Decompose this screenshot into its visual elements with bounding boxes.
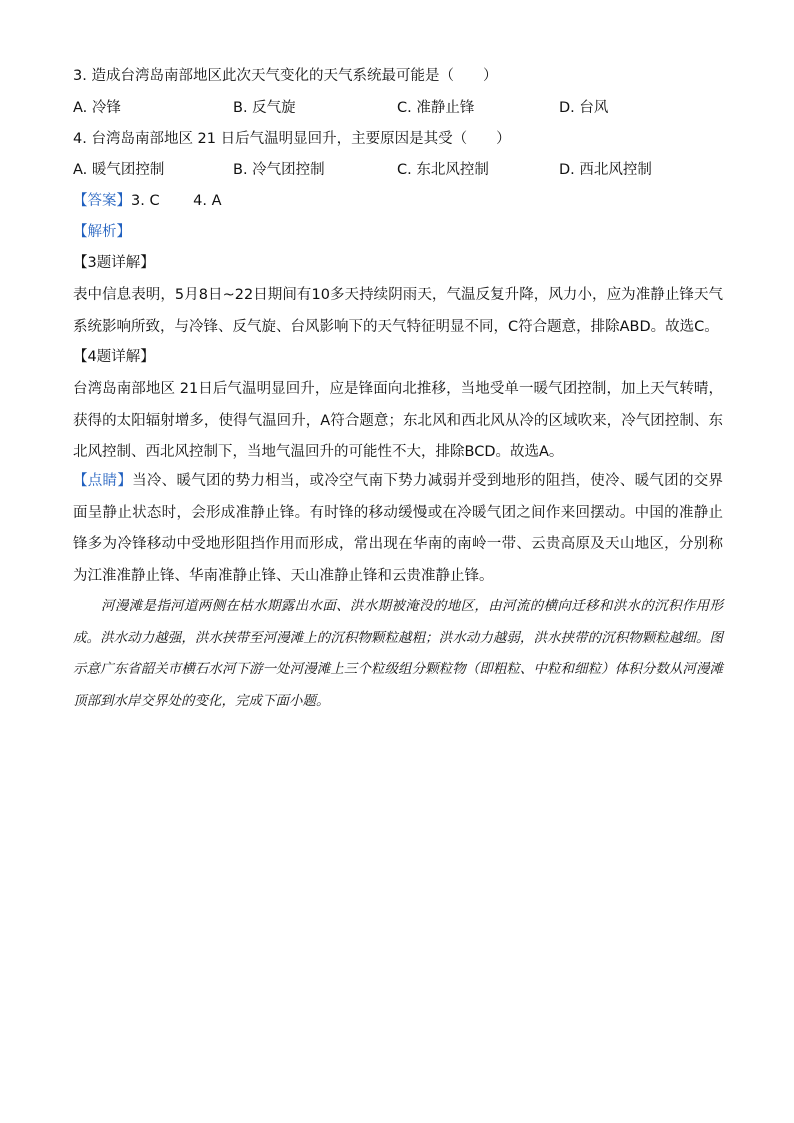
q4-option-d: D. 西北风控制: [559, 162, 652, 178]
detail-3-text: 表中信息表明，5月8日~22日期间有10多天持续阴雨天，气温反复升降，风力小，应为准静止锋天气系统影响所致，与冷锋、反气旋、台风影响下的天气特征明显不同，C符合题意，排除ABD。故选C。: [73, 287, 723, 335]
detail-4-text: 台湾岛南部地区 21日后气温明显回升，应是锋面向北推移，当地受单一暖气团控制，加上天气转晴，获得的太阳辐射增多，使得气温回升，A符合题意；东北风和西北风从冷的区域吹来，冷气团控制、东北风控制、西北风控制下，当地气温回升的可能性不大，排除BCD。故选A。: [73, 381, 723, 460]
q3-option-a: A. 冷锋: [73, 100, 121, 116]
q4-option-a: A. 暖气团控制: [73, 162, 165, 178]
note-label: 【点睛】: [73, 473, 133, 489]
question-4-stem: 4. 台湾岛南部地区 21 日后气温明显回升，主要原因是其受（ ）: [73, 131, 511, 147]
question-4-options: [73, 160, 733, 180]
question-3-stem: 3. 造成台湾岛南部地区此次天气变化的天气系统最可能是（ ）: [73, 68, 498, 84]
q3-option-d: D. 台风: [559, 100, 609, 116]
q3-option-b: B. 反气旋: [233, 100, 296, 116]
q4-option-b: B. 冷气团控制: [233, 162, 325, 178]
analysis-label: 【解析】: [73, 224, 131, 240]
question-3-options: [73, 98, 733, 118]
answer-label: 【答案】: [73, 193, 131, 209]
answer-line: [73, 191, 222, 211]
q3-option-c: C. 准静止锋: [397, 100, 475, 116]
reading-passage: 河漫滩是指河道两侧在枯水期露出水面、洪水期被淹没的地区，由河流的横向迁移和洪水的沉积作用形成。洪水动力越强，洪水挟带至河漫滩上的沉积物颗粒越粗；洪水动力越弱，洪水挟带的沉积物颗粒越细。图示意广东省韶关市横石水河下游一处河漫滩上三个粒级组分颗粒物（即粗粒、中粒和细粒）体积分数从河漫滩顶部到水岸交界处的变化，完成下面小题。: [73, 598, 723, 709]
q4-option-c: C. 东北风控制: [397, 162, 489, 178]
detail-3-label: 【3题详解】: [73, 255, 155, 271]
answer-value: 3. C 4. A: [131, 193, 222, 209]
note-paragraph: [73, 466, 723, 592]
detail-4-label: 【4题详解】: [73, 349, 155, 365]
note-text: 当冷、暖气团的势力相当，或冷空气南下势力减弱并受到地形的阻挡，使冷、暖气团的交界面呈静止状态时，会形成准静止锋。有时锋的移动缓慢或在冷暖气团之间作来回摆动。中国的准静止锋多为冷锋移动中受地形阻挡作用而形成，常出现在华南的南岭一带、云贵高原及天山地区，分别称为江淮准静止锋、华南准静止锋、天山准静止锋和云贵准静止锋。: [73, 473, 724, 584]
